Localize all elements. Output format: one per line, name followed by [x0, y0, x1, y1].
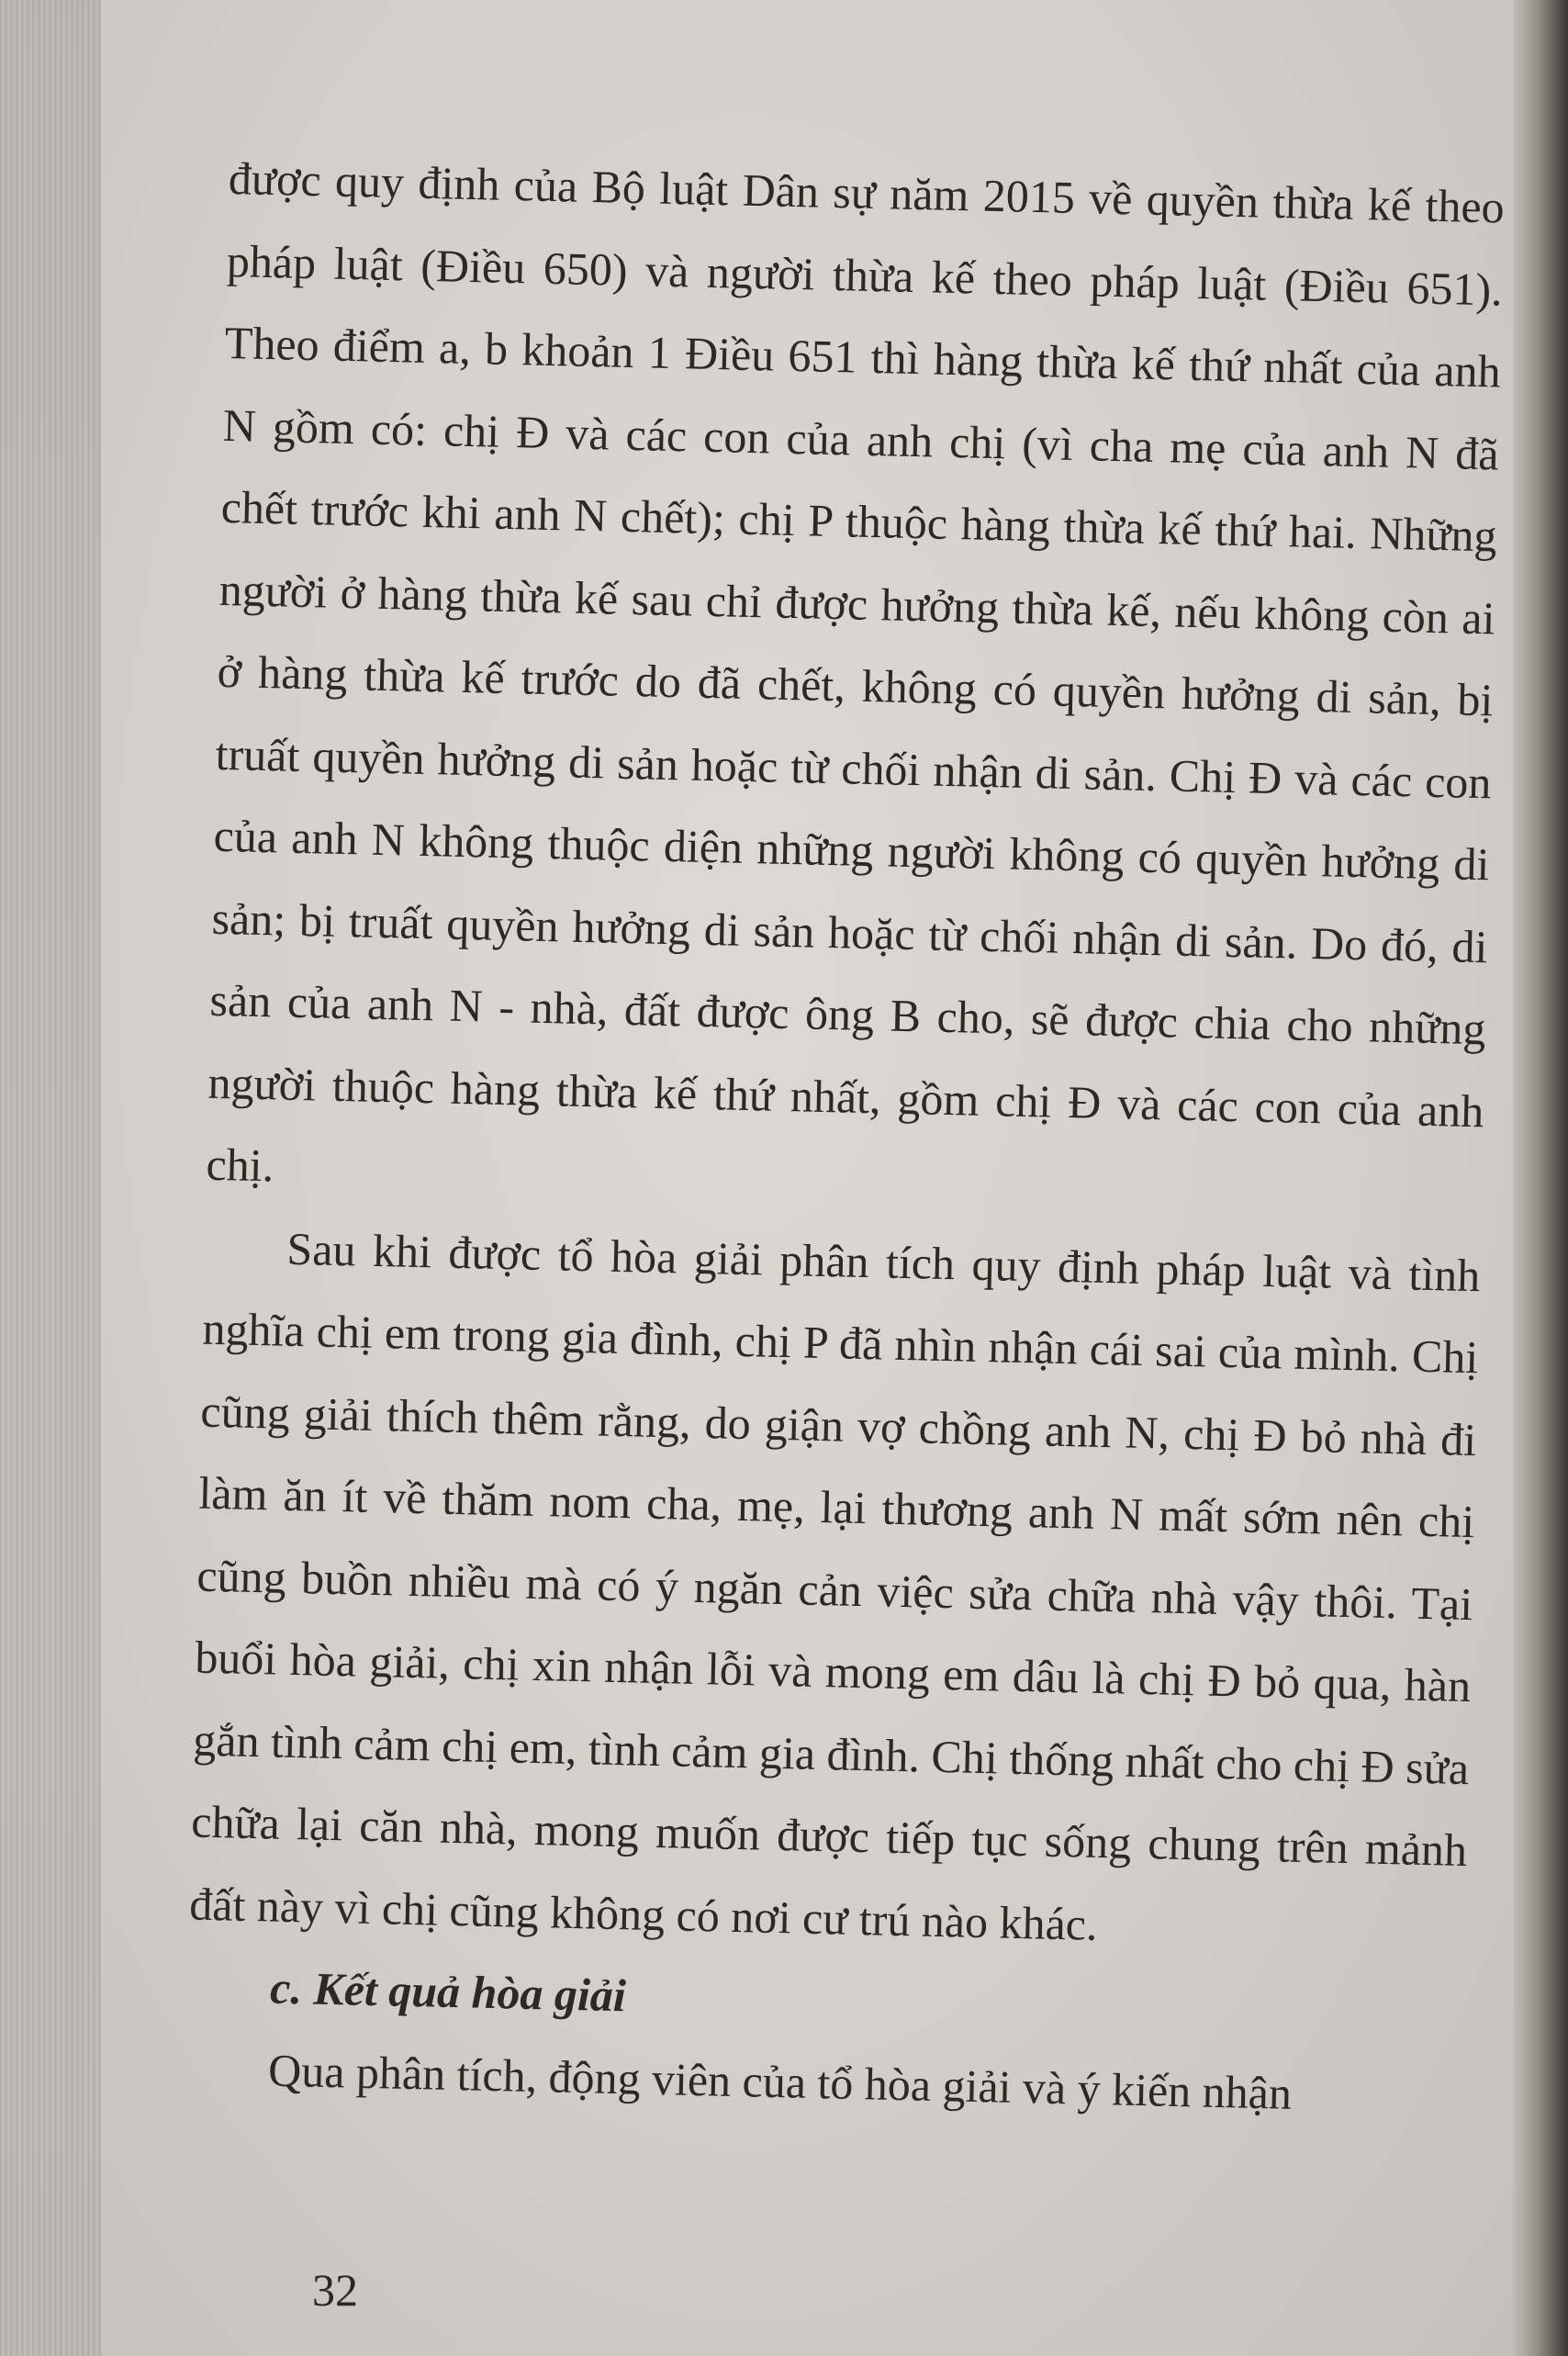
book-gutter-shadow [1513, 0, 1568, 2356]
book-page [101, 0, 1533, 2356]
paragraph-1: được quy định của Bộ luật Dân sự năm 2015 về quyền thừa kế theo pháp luật (Điều 650) và người thừa kế theo pháp luật (Điều 651). Theo điểm a, b khoản 1 Điều 651 thì hàng thừa kế thứ nhất của anh N gồm có: chị Đ và các con của anh chị (vì cha mẹ của anh N đã chết trước khi anh N chết); chị P thuộc hàng thừa kế thứ hai. Những người ở hàng thừa kế sau chỉ được hưởng thừa kế, nếu không còn ai ở hàng thừa kế trước do đã chết, không có quyền hưởng di sản, bị truất quyền hưởng di sản hoặc từ chối nhận di sản. Chị Đ và các con của anh N không thuộc diện những người không có quyền hưởng di sản; bị truất quyền hưởng di sản hoặc từ chối nhận di sản. Do đó, di sản của anh N - nhà, đất được ông B cho, sẽ được chia cho những người thuộc hàng thừa kế thứ nhất, gồm chị Đ và các con của anh chị. [206, 151, 1506, 1192]
section-heading: c. Kết quả hòa giải [269, 1961, 627, 2022]
page-number: 32 [312, 2264, 358, 2316]
paragraph-2: Sau khi được tổ hòa giải phân tích quy định pháp luật và tình nghĩa chị em trong gia đình, chị P đã nhìn nhận cái sai của mình. Chị cũng giải thích thêm rằng, do giận vợ chồng anh N, chị Đ bỏ nhà đi làm ăn ít về thăm nom cha, mẹ, lại thương anh N mất sớm nên chị cũng buồn nhiều mà có ý ngăn cản việc sửa chữa nhà vậy thôi. Tại buổi hòa giải, chị xin nhận lỗi và mong em dâu là chị Đ bỏ qua, hàn gắn tình cảm chị em, tình cảm gia đình. Chị thống nhất cho chị Đ sửa chữa lại căn nhà, mong muốn được tiếp tục sống chung trên mảnh đất này vì chị cũng không có nơi cư trú nào khác. [188, 1222, 1481, 1950]
text-block [185, 138, 1505, 2138]
paragraph-3: Qua phân tích, động viên của tổ hòa giải và ý kiến nhận [267, 2044, 1293, 2119]
